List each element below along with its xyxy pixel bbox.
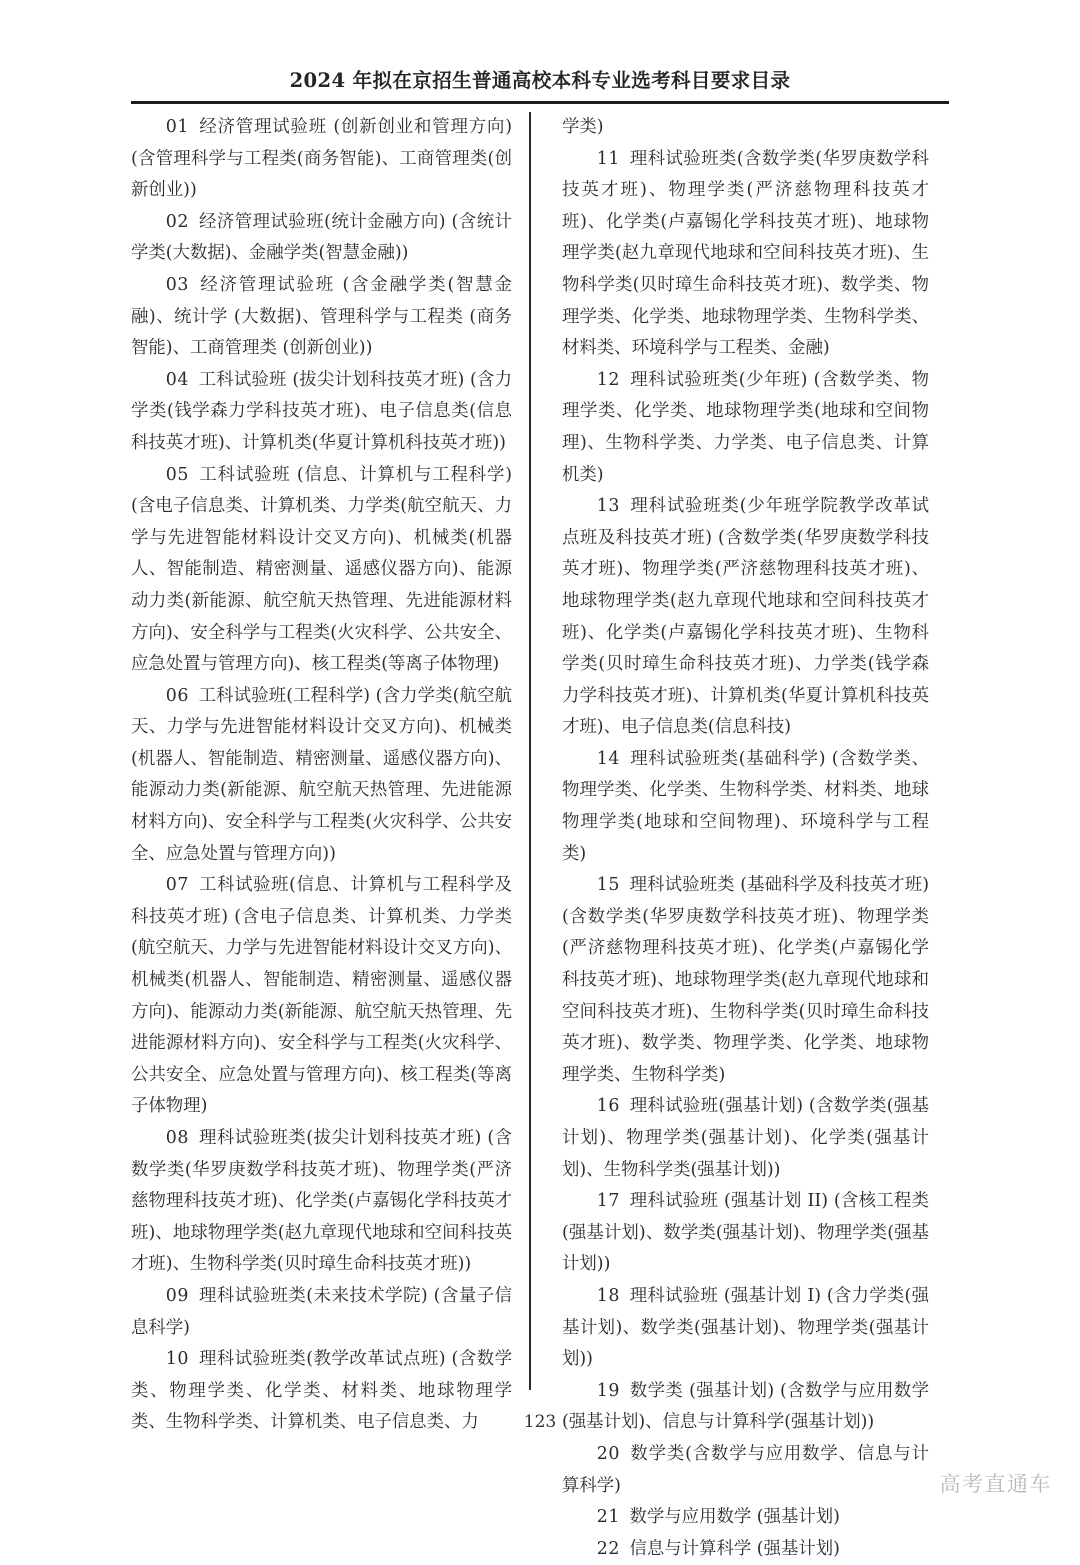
entry-number: 08 <box>165 1128 189 1148</box>
entry-text: 信息与计算科学 (强基计划) <box>629 1538 840 1559</box>
right-column <box>540 112 929 1565</box>
entry-number: 18 <box>596 1285 620 1306</box>
catalog-entry <box>562 744 929 870</box>
catalog-entry <box>131 112 512 207</box>
entry-number: 16 <box>596 1096 620 1117</box>
entry-number: 13 <box>596 496 620 517</box>
entry-number: 10 <box>165 1349 189 1370</box>
entry-text: 理科试验班类(未来技术学院) (含量子信息科学) <box>131 1285 512 1338</box>
entry-text: 经济管理试验班(统计金融方向) (含统计学类(大数据)、金融学类(智慧金融)) <box>131 211 512 264</box>
entry-text: 工科试验班 (拔尖计划科技英才班) (含力学类(钱学森力学科技英才班)、电子信息类(信息科技英才班)、计算机类(华夏计算机科技英才班)) <box>131 369 512 453</box>
entry-text: 工科试验班(工程科学) (含力学类(航空航天、力学与先进智能材料设计交叉方向)、机械类(机器人、智能制造、精密测量、遥感仪器方向)、能源动力类(新能源、航空航天热管理、先进能源材料方向)、安全科学与工程类(火灾科学、公共安全、应急处置与管理方向)) <box>131 685 512 864</box>
catalog-entry <box>131 681 512 871</box>
left-column <box>131 112 520 1439</box>
entry-number: 22 <box>596 1538 620 1559</box>
entry-number: 02 <box>165 211 189 232</box>
entry-text: 数学与应用数学 (强基计划) <box>629 1507 840 1528</box>
catalog-entry <box>131 207 512 270</box>
entry-number: 06 <box>165 685 189 706</box>
catalog-entry <box>562 365 929 491</box>
entry-text: 数学类(含数学与应用数学、信息与计算科学) <box>562 1443 929 1496</box>
entry-text: 理科试验班类 (基础科学及科技英才班) (含数学类(华罗庚数学科技英才班)、物理学类(严济慈物理科技英才班)、化学类(卢嘉锡化学科技英才班)、地球物理学类(赵九章现代地球和空间科技英才班)、生物科学类(贝时璋生命科技英才班)、数学类、物理学类、化学类、地球物理学类、生物科学类) <box>562 875 929 1085</box>
catalog-entry <box>131 870 512 1123</box>
entry-text: 数学类 (强基计划) (含数学与应用数学 (强基计划)、信息与计算科学(强基计划)) <box>562 1380 929 1433</box>
catalog-entry <box>562 1186 929 1281</box>
entry-number: 12 <box>596 369 620 390</box>
entry-number: 01 <box>165 117 189 137</box>
entry-number: 11 <box>596 148 620 169</box>
entry-number: 09 <box>165 1285 189 1306</box>
catalog-entry <box>131 270 512 365</box>
entry-text: 理科试验班 (强基计划 II) (含核工程类(强基计划)、数学类(强基计划)、物理学类(强基计划)) <box>562 1191 929 1275</box>
entry-text: 经济管理试验班 (含金融学类(智慧金融)、统计学 (大数据)、管理科学与工程类 (商务智能)、工商管理类 (创新创业)) <box>131 274 512 359</box>
column-divider <box>529 112 531 1390</box>
catalog-entry <box>562 870 929 1091</box>
catalog-entry <box>131 1281 512 1344</box>
entry-number: 07 <box>165 875 189 896</box>
entry-number: 14 <box>596 748 620 769</box>
entry-number: 20 <box>596 1443 620 1464</box>
entry-text: 理科试验班类(教学改革试点班) (含数学类、物理学类、化学类、材料类、地球物理学类、生物科学类、计算机类、电子信息类、力 <box>131 1349 512 1433</box>
catalog-entry <box>562 112 929 144</box>
watermark: 高考直通车 <box>939 1472 1052 1496</box>
catalog-entry <box>562 144 929 365</box>
catalog-entry <box>131 460 512 681</box>
catalog-entry <box>562 1281 929 1376</box>
catalog-entry <box>562 491 929 744</box>
document-header <box>131 68 949 104</box>
entry-text: 学类) <box>562 117 604 137</box>
entry-number: 04 <box>165 369 189 390</box>
catalog-entry <box>562 1534 929 1565</box>
entry-text: 工科试验班(信息、计算机与工程科学及科技英才班) (含电子信息类、计算机类、力学类(航空航天、力学与先进智能材料设计交叉方向)、机械类(机器人、智能制造、精密测量、遥感仪器方向)、能源动力类(新能源、航空航天热管理、先进能源材料方向)、安全科学与工程类(火灾科学、公共安全、应急处置与管理方向)、核工程类(等离子体物理) <box>131 875 512 1117</box>
entry-text: 理科试验班类(基础科学) (含数学类、物理学类、化学类、生物科学类、材料类、地球物理学类(地球和空间物理)、环境科学与工程类) <box>562 748 929 864</box>
entry-number: 03 <box>165 274 189 295</box>
catalog-entry <box>562 1439 929 1502</box>
entry-text: 理科试验班类(少年班学院教学改革试点班及科技英才班) (含数学类(华罗庚数学科技英才班)、物理学类(严济慈物理科技英才班)、地球物理学类(赵九章现代地球和空间科技英才班)、化学类(卢嘉锡化学科技英才班)、生物科学类(贝时璋生命科技英才班)、力学类(钱学森力学科技英才班)、计算机类(华夏计算机科技英才班)、电子信息类(信息科技) <box>562 496 929 738</box>
entry-text: 经济管理试验班 (创新创业和管理方向) (含管理科学与工程类(商务智能)、工商管理类(创新创业)) <box>131 117 512 201</box>
entry-text: 工科试验班 (信息、计算机与工程科学) (含电子信息类、计算机类、力学类(航空航天、力学与先进智能材料设计交叉方向)、机械类(机器人、智能制造、精密测量、遥感仪器方向)、能源动力类(新能源、航空航天热管理、先进能源材料方向)、安全科学与工程类(火灾科学、公共安全、应急处置与管理方向)、核工程类(等离子体物理) <box>131 464 512 675</box>
catalog-entry <box>131 1123 512 1281</box>
entry-number: 15 <box>596 875 620 896</box>
catalog-entry <box>131 365 512 460</box>
entry-text: 理科试验班类(拔尖计划科技英才班) (含数学类(华罗庚数学科技英才班)、物理学类(严济慈物理科技英才班)、化学类(卢嘉锡化学科技英才班)、地球物理学类(赵九章现代地球和空间科技英才班)、生物科学类(贝时璋生命科技英才班)) <box>131 1128 512 1275</box>
entry-number: 05 <box>165 464 189 485</box>
entry-number: 19 <box>596 1380 620 1401</box>
entry-text: 理科试验班类(少年班) (含数学类、物理学类、化学类、地球物理学类(地球和空间物理)、生物科学类、力学类、电子信息类、计算机类) <box>562 369 929 485</box>
entry-text: 理科试验班(强基计划) (含数学类(强基计划)、物理学类(强基计划)、化学类(强基计划)、生物科学类(强基计划)) <box>562 1096 929 1180</box>
page-number: 123 <box>523 1412 557 1432</box>
title-divider-rule <box>131 101 949 104</box>
catalog-entry <box>562 1502 929 1534</box>
entry-text: 理科试验班类(含数学类(华罗庚数学科技英才班)、物理学类(严济慈物理科技英才班)、化学类(卢嘉锡化学科技英才班)、地球物理学类(赵九章现代地球和空间科技英才班)、生物科学类(贝时璋生命科技英才班)、数学类、物理学类、化学类、地球物理学类、生物科学类、材料类、环境科学与工程类、金融) <box>562 148 929 359</box>
entry-number: 21 <box>596 1507 620 1528</box>
entry-text: 理科试验班 (强基计划 I) (含力学类(强基计划)、数学类(强基计划)、物理学类(强基计划)) <box>562 1285 929 1370</box>
catalog-entry <box>562 1091 929 1186</box>
page-title: 2024 年拟在京招生普通高校本科专业选考科目要求目录 <box>289 69 791 92</box>
entry-number: 17 <box>596 1191 620 1212</box>
